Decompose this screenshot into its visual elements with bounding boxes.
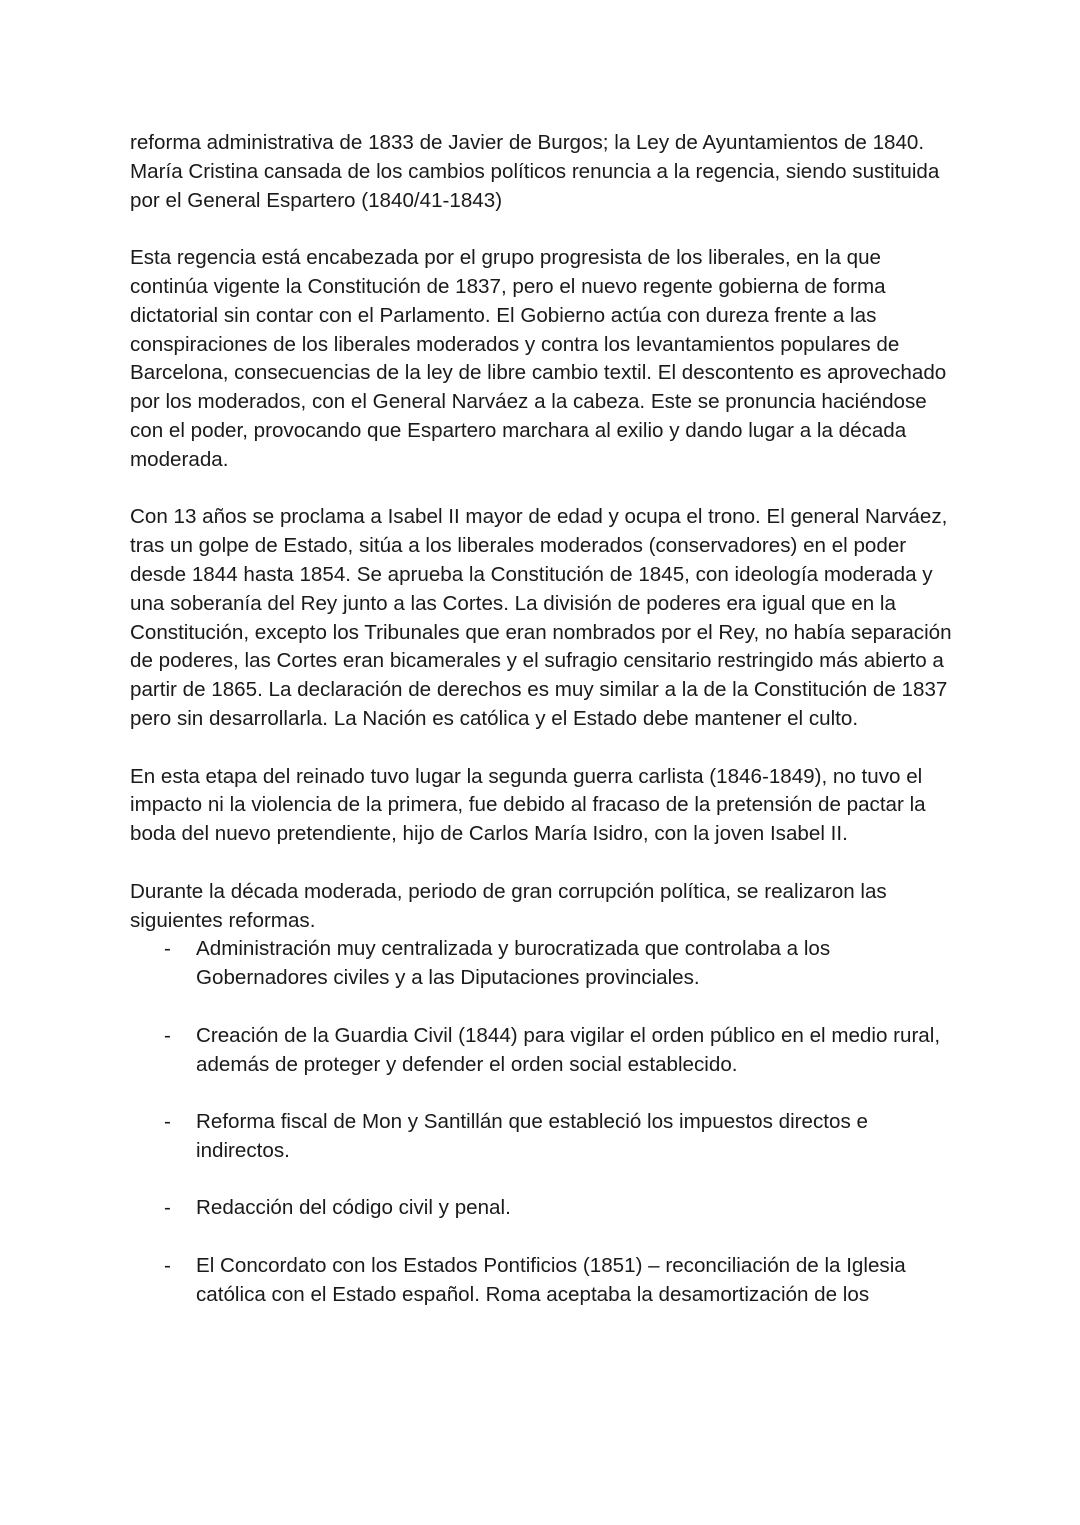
list-item	[130, 1108, 958, 1166]
list-item	[130, 1022, 958, 1080]
list-item-text: Reforma fiscal de Mon y Santillán que estableció los impuestos directos e indirectos.	[196, 1110, 868, 1162]
paragraph-reforms-intro: Durante la década moderada, periodo de gran corrupción política, se realizaron las siguientes reformas.	[130, 879, 887, 932]
list-item-text: El Concordato con los Estados Pontificios (1851) – reconciliación de la Iglesia católica con el Estado español. Roma aceptaba la desamortización de los	[196, 1254, 906, 1306]
bullet-dash: -	[164, 1196, 171, 1220]
document-body	[130, 129, 958, 1338]
paragraph-isabel-ii-constitution-1845: Con 13 años se proclama a Isabel II mayor de edad y ocupa el trono. El general Narváez, tras un golpe de Estado, sitúa a los liberales moderados (conservadores) en el poder desde 1844 hasta 1854. Se aprueba la Constitución de 1845, con ideología moderada y una soberanía del Rey junto a las Cortes. La división de poderes era igual que en la Constitución, excepto los Tribunales que eran nombrados por el Rey, no había separación de poderes, las Cortes eran bicamerales y el sufragio censitario restringido más abierto a partir de 1865. La declaración de derechos es muy similar a la de la Constitución de 1837 pero sin desarrollarla. La Nación es católica y el Estado debe mantener el culto.	[130, 505, 952, 730]
paragraph-second-carlist-war: En esta etapa del reinado tuvo lugar la segunda guerra carlista (1846-1849), no tuvo el impacto ni la violencia de la primera, fue debido al fracaso de la pretensión de pactar la boda del nuevo pretendiente, hijo de Carlos María Isidro, con la joven Isabel II.	[130, 764, 926, 846]
bullet-dash: -	[164, 937, 171, 961]
list-item-text: Administración muy centralizada y burocratizada que controlaba a los Gobernadores civiles y a las Diputaciones provinciales.	[196, 937, 831, 990]
bullet-dash: -	[164, 1254, 171, 1278]
list-item	[130, 935, 958, 993]
paragraph-progressive-regency: Esta regencia está encabezada por el grupo progresista de los liberales, en la que continúa vigente la Constitución de 1837, pero el nuevo regente gobierna de forma dictatorial sin contar con el Parlamento. El Gobierno actúa con dureza frente a las conspiraciones de los liberales moderados y contra los levantamientos populares de Barcelona, consecuencias de la ley de libre cambio textil. El descontento es aprovechado por los moderados, con el General Narváez a la cabeza. Este se pronuncia haciéndose con el poder, provocando que Espartero marchara al exilio y dando lugar a la década moderada.	[130, 246, 947, 471]
list-item	[130, 1194, 958, 1223]
reforms-list	[130, 935, 958, 1309]
bullet-dash: -	[164, 1023, 171, 1047]
list-item	[130, 1252, 958, 1310]
list-item-text: Redacción del código civil y penal.	[196, 1196, 511, 1220]
list-item-text: Creación de la Guardia Civil (1844) para vigilar el orden público en el medio rural, además de proteger y defender el orden social establecido.	[196, 1023, 941, 1076]
paragraph-espartero-regency-intro: reforma administrativa de 1833 de Javier de Burgos; la Ley de Ayuntamientos de 1840. María Cristina cansada de los cambios políticos renuncia a la regencia, siendo sustituida por el General Espartero (1840/41-1843)	[130, 131, 940, 212]
bullet-dash: -	[164, 1110, 171, 1134]
